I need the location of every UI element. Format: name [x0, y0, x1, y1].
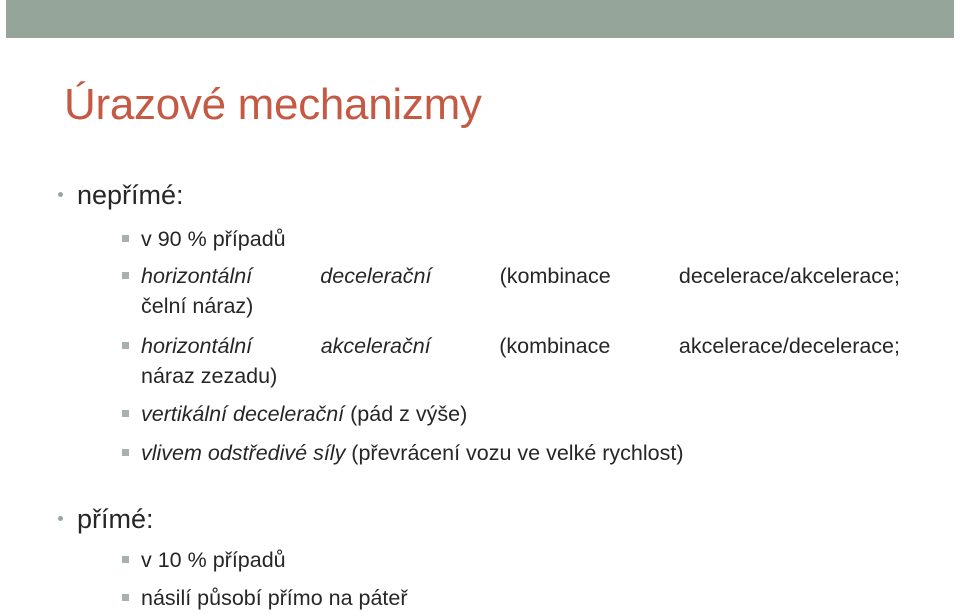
plain-text: (převrácení vozu ve velké rychlost)	[345, 441, 684, 465]
square-bullet-icon	[122, 594, 129, 601]
list-item	[122, 399, 467, 429]
list-item-text: v 90 % případů	[141, 227, 286, 251]
header-bar	[6, 0, 954, 38]
list-item	[122, 331, 900, 391]
section-label: přímé:	[77, 504, 154, 534]
list-item-continuation: čelní náraz)	[141, 294, 254, 318]
square-bullet-icon	[122, 235, 129, 242]
list-item	[122, 261, 900, 321]
word: decelerace/akcelerace;	[678, 264, 900, 288]
list-item	[122, 224, 286, 254]
list-item-text: v 10 % případů	[141, 548, 286, 572]
list-item-text	[141, 399, 467, 429]
square-bullet-icon	[122, 342, 129, 349]
list-item-line	[141, 261, 900, 291]
bullet-dot-icon	[58, 192, 63, 197]
word: akcelerace/decelerace;	[678, 334, 900, 358]
list-item	[122, 438, 683, 468]
word: akcelerační	[320, 334, 431, 358]
slide-title: Úrazové mechanizmy	[64, 80, 482, 129]
square-bullet-icon	[122, 272, 129, 279]
list-item-continuation: náraz zezadu)	[141, 364, 278, 388]
word: (kombinace	[499, 264, 611, 288]
square-bullet-icon	[122, 410, 129, 417]
word: horizontální	[141, 334, 253, 358]
square-bullet-icon	[122, 556, 129, 563]
list-item	[122, 545, 286, 575]
square-bullet-icon	[122, 449, 129, 456]
bullet-nepřímé	[58, 180, 184, 211]
word: decelerační	[320, 264, 432, 288]
word: horizontální	[141, 264, 253, 288]
list-item-text: násilí působí přímo na páteř	[141, 586, 408, 610]
italic-text: vertikální decelerační	[141, 402, 345, 426]
bullet-přímé	[58, 504, 154, 535]
list-item-text	[141, 438, 683, 468]
plain-text: (pád z výše)	[344, 402, 468, 426]
word: (kombinace	[499, 334, 611, 358]
section-label: nepřímé:	[77, 180, 184, 210]
bullet-dot-icon	[58, 516, 63, 521]
italic-text: vlivem odstředivé síly	[141, 441, 346, 465]
list-item-line	[141, 331, 900, 361]
list-item	[122, 583, 408, 613]
